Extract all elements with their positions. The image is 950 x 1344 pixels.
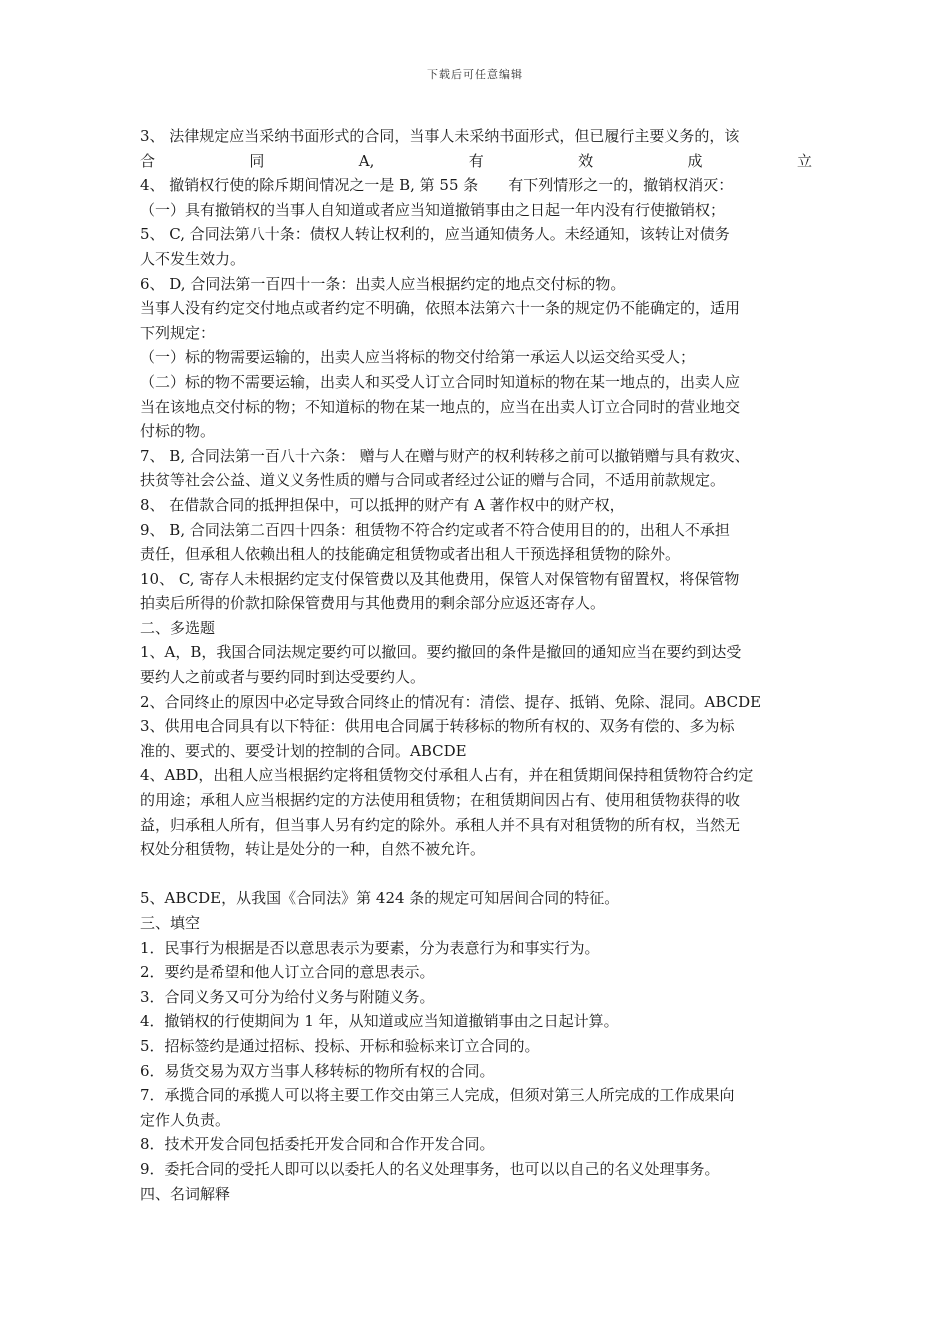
document-body: [140, 124, 812, 1206]
section-heading: 二、多选题: [140, 618, 216, 637]
text-line: 4．撤销权的行使期间为 1 年，从知道或应当知道撤销事由之日起计算。: [140, 1012, 619, 1031]
word: 成: [687, 151, 703, 170]
page-header: 下载后可任意编辑: [427, 68, 523, 81]
text-line: （二）标的物不需要运输，出卖人和买受人订立合同时知道标的物在某一地点的，出卖人应: [140, 372, 741, 391]
text-line: 1、A，B，我国合同法规定要约可以撤回。要约撤回的条件是撤回的通知应当在要约到达受: [140, 643, 742, 662]
text-line: 7．承揽合同的承揽人可以将主要工作交由第三人完成，但须对第三人所完成的工作成果向: [140, 1086, 735, 1105]
text-line: 付标的物。: [140, 422, 216, 441]
text-line: 9．委托合同的受托人即可以以委托人的名义处理事务，也可以以自己的名义处理事务。: [140, 1159, 720, 1178]
text-line: 7、 B, 合同法第一百八十六条： 赠与人在赠与财产的权利转移之前可以撤销赠与具有救灾、: [140, 446, 750, 465]
text-line: 3、供用电合同具有以下特征：供用电合同属于转移标的物所有权的、双务有偿的、多为标: [140, 717, 735, 736]
word: 立: [796, 151, 812, 170]
word: 有: [468, 151, 484, 170]
section-heading: 三、填空: [140, 914, 201, 932]
text-line: 扶贫等社会公益、道义义务性质的赠与合同或者经过公证的赠与合同，不适用前款规定。: [140, 471, 726, 490]
justified-line: [140, 149, 812, 174]
text-line: 下列规定：: [140, 323, 216, 342]
text-line: 责任，但承租人依赖出租人的技能确定租赁物或者出租人干预选择租赁物的除外。: [140, 545, 681, 564]
text-line: 定作人负责。: [140, 1110, 231, 1129]
blank-line: [140, 862, 812, 887]
text-line: 权处分租赁物，转让是处分的一种，自然不被允许。: [140, 840, 486, 859]
text-line: 8、 在借款合同的抵押担保中，可以抵押的财产有 A 著作权中的财产权，: [140, 495, 625, 514]
text-line: 准的、要式的、要受计划的控制的合同。ABCDE: [140, 741, 467, 760]
text-line: 1．民事行为根据是否以意思表示为要素，分为表意行为和事实行为。: [140, 938, 600, 957]
text-line: 的用途；承租人应当根据约定的方法使用租赁物；在租赁期间因占有、使用租赁物获得的收: [140, 791, 741, 810]
text-line: 3．合同义务又可分为给付义务与附随义务。: [140, 987, 435, 1006]
section-heading: 四、名词解释: [140, 1184, 231, 1203]
word: 合: [140, 151, 156, 170]
text-line: 5、 C, 合同法第八十条：债权人转让权利的，应当通知债务人。未经通知，该转让对债务: [140, 225, 730, 244]
word: 同: [249, 151, 265, 170]
text-line: 当事人没有约定交付地点或者约定不明确，依照本法第六十一条的规定仍不能确定的，适用: [140, 299, 741, 318]
text-line: 益，归承租人所有，但当事人另有约定的除外。承租人并不具有对租赁物的所有权，当然无: [140, 815, 741, 834]
text-line: 2．要约是希望和他人订立合同的意思表示。: [140, 963, 435, 982]
text-line: 4、 撤销权行使的除斥期间情况之一是 B, 第 55 条 有下列情形之一的，撤销权消灭：: [140, 176, 734, 195]
text-line: 10、 C, 寄存人未根据约定支付保管费以及其他费用，保管人对保管物有留置权，将保管物: [140, 569, 740, 588]
text-line: 要约人之前或者与要约同时到达受要约人。: [140, 668, 426, 687]
text-line: 8．技术开发合同包括委托开发合同和合作开发合同。: [140, 1135, 495, 1154]
text-line: 人不发生效力。: [140, 249, 246, 268]
text-line: 6．易货交易为双方当事人移转标的物所有权的合同。: [140, 1061, 495, 1080]
text-line: 6、 D, 合同法第一百四十一条：出卖人应当根据约定的地点交付标的物。: [140, 274, 626, 293]
text-line: 3、 法律规定应当采纳书面形式的合同，当事人未采纳书面形式，但已履行主要义务的，该: [140, 127, 740, 145]
text-line: 5、ABCDE，从我国《合同法》第 424 条的规定可知居间合同的特征。: [140, 889, 620, 908]
text-line: 5．招标签约是通过招标、投标、开标和验标来订立合同的。: [140, 1036, 540, 1055]
text-line: 2、合同终止的原因中必定导致合同终止的情况有：清偿、提存、抵销、免除、混同。ABCDE: [140, 692, 762, 711]
text-line: （一）具有撤销权的当事人自知道或者应当知道撤销事由之日起一年内没有行使撤销权；: [140, 200, 726, 219]
text-line: 当在该地点交付标的物；不知道标的物在某一地点的，应当在出卖人订立合同时的营业地交: [140, 397, 741, 416]
text-line: 9、 B, 合同法第二百四十四条：租赁物不符合约定或者不符合使用目的的，出租人不承担: [140, 520, 730, 539]
text-line: 拍卖后所得的价款扣除保管费用与其他费用的剩余部分应返还寄存人。: [140, 594, 606, 613]
text-line: 4、ABD，出租人应当根据约定将租赁物交付承租人占有，并在租赁期间保持租赁物符合约定: [140, 766, 754, 785]
word: 效: [578, 151, 594, 170]
text-line: （一）标的物需要运输的，出卖人应当将标的物交付给第一承运人以运交给买受人；: [140, 348, 696, 367]
word: A,: [358, 151, 375, 170]
